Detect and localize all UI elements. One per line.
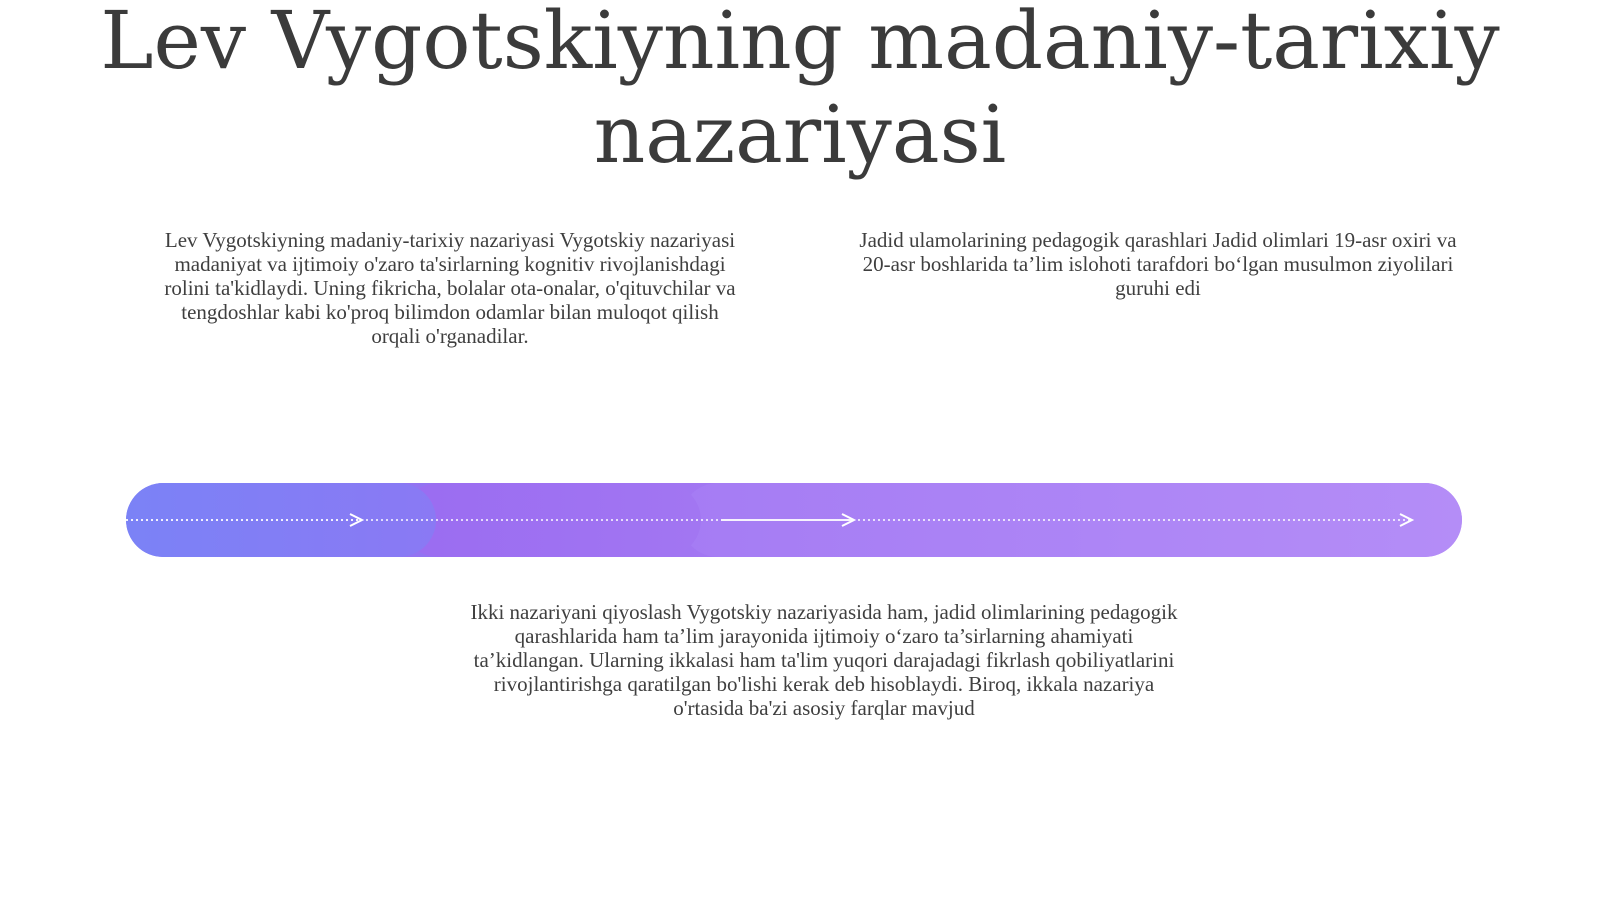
timeline-bar <box>126 483 1462 557</box>
section-comparison-text: Ikki nazariyani qiyoslash Vygotskiy nazariyasida ham, jadid olimlarining pedagogik qarashlarida ham ta’lim jarayonida ijtimoiy o‘zaro ta’sirlarning ahamiyati ta’kidlangan. Ularning ikkalasi ham ta'lim yuqori darajadagi fikrlash qobiliyatlarini rivojlantirishga qaratilgan bo'lishi kerak deb hisoblaydi. Biroq, ikkala nazariya o'rtasida ba'zi asosiy farqlar mavjud <box>470 600 1178 720</box>
section-vygotsky-text: Lev Vygotskiyning madaniy-tarixiy nazariyasi Vygotskiy nazariyasi madaniyat va ijtimoiy o'zaro ta'sirlarning kognitiv rivojlanishdagi rolini ta'kidlaydi. Uning fikricha, bolalar ota-onalar, o'qituvchilar va tengdoshlar kabi ko'proq bilimdon odamlar bilan muloqot qilish orqali o'rganadilar. <box>164 228 736 348</box>
section-jadid-text: Jadid ulamolarining pedagogik qarashlari Jadid olimlari 19-asr oxiri va 20-asr boshlarida ta’lim islohoti tarafdori bo‘lgan musulmon ziyolilari guruhi edi <box>859 228 1457 300</box>
arrow-right-icon <box>1400 514 1412 526</box>
timeline-arrows <box>126 483 1462 557</box>
page-title: Lev Vygotskiyning madaniy-tarixiy nazariyasi <box>100 0 1500 181</box>
